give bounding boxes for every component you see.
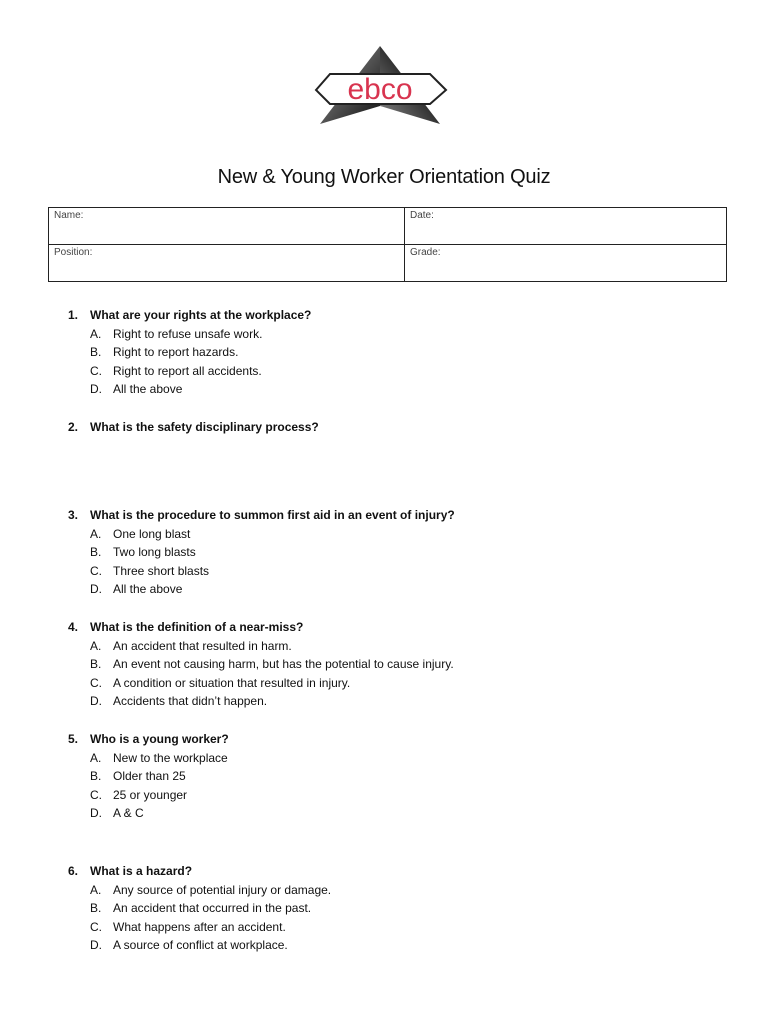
option-letter: C. bbox=[90, 675, 102, 690]
question-number: 5. bbox=[68, 732, 79, 746]
date-field[interactable]: Date: bbox=[405, 208, 727, 245]
question-4 bbox=[68, 620, 303, 634]
answer-option[interactable] bbox=[90, 901, 311, 915]
option-text: Older than 25 bbox=[113, 769, 186, 784]
option-letter: B. bbox=[90, 545, 102, 560]
answer-option[interactable] bbox=[90, 545, 196, 559]
worker-info-table bbox=[48, 207, 727, 282]
option-text: Right to report all accidents. bbox=[113, 363, 262, 378]
answer-option[interactable] bbox=[90, 694, 267, 708]
option-text: All the above bbox=[113, 582, 183, 597]
option-text: 25 or younger bbox=[113, 787, 188, 802]
question-text: Who is a young worker? bbox=[90, 732, 229, 746]
option-letter: B. bbox=[90, 901, 102, 916]
option-text: One long blast bbox=[113, 526, 191, 541]
grade-field[interactable]: Grade: bbox=[405, 245, 727, 282]
question-text: What is the procedure to summon first aid in an event of injury? bbox=[90, 508, 455, 522]
logo-text: ebco bbox=[347, 73, 413, 106]
option-text: Two long blasts bbox=[113, 545, 196, 560]
answer-option[interactable] bbox=[90, 364, 262, 378]
answer-option[interactable] bbox=[90, 883, 331, 897]
question-text: What is a hazard? bbox=[90, 864, 193, 878]
option-text: An accident that occurred in the past. bbox=[113, 901, 312, 916]
option-letter: D. bbox=[90, 694, 102, 709]
answer-option[interactable] bbox=[90, 676, 350, 690]
question-5 bbox=[68, 732, 229, 746]
option-text: What happens after an accident. bbox=[113, 919, 286, 934]
question-2 bbox=[68, 420, 319, 434]
option-letter: A. bbox=[90, 882, 102, 897]
option-letter: D. bbox=[90, 582, 102, 597]
option-text: Right to refuse unsafe work. bbox=[113, 326, 263, 341]
option-letter: D. bbox=[90, 938, 102, 953]
page-title: New & Young Worker Orientation Quiz bbox=[217, 166, 551, 188]
answer-option[interactable] bbox=[90, 920, 286, 934]
option-letter: A. bbox=[90, 526, 102, 541]
answer-option[interactable] bbox=[90, 751, 228, 765]
option-letter: A. bbox=[90, 750, 102, 765]
answer-option[interactable] bbox=[90, 639, 292, 653]
answer-option[interactable] bbox=[90, 345, 238, 359]
option-letter: A. bbox=[90, 326, 102, 341]
answer-option[interactable] bbox=[90, 582, 182, 596]
question-number: 2. bbox=[68, 420, 79, 434]
answer-option[interactable] bbox=[90, 769, 186, 783]
option-text: Three short blasts bbox=[113, 563, 210, 578]
logo-graphic bbox=[300, 42, 460, 132]
answer-option[interactable] bbox=[90, 527, 190, 541]
option-letter: B. bbox=[90, 769, 102, 784]
option-text: Right to report hazards. bbox=[113, 345, 239, 360]
answer-option[interactable] bbox=[90, 938, 288, 952]
option-text: A & C bbox=[113, 806, 144, 821]
option-letter: C. bbox=[90, 363, 102, 378]
question-number: 6. bbox=[68, 864, 79, 878]
option-letter: D. bbox=[90, 382, 102, 397]
option-text: Any source of potential injury or damage. bbox=[113, 882, 332, 897]
question-text: What is the safety disciplinary process? bbox=[90, 420, 319, 434]
question-6 bbox=[68, 864, 192, 878]
question-number: 1. bbox=[68, 308, 79, 322]
answer-option[interactable] bbox=[90, 806, 144, 820]
option-text: An accident that resulted in harm. bbox=[113, 638, 292, 653]
option-text: New to the workplace bbox=[113, 750, 228, 765]
answer-option[interactable] bbox=[90, 382, 182, 396]
question-number: 3. bbox=[68, 508, 79, 522]
option-letter: C. bbox=[90, 563, 102, 578]
option-letter: C. bbox=[90, 787, 102, 802]
option-letter: C. bbox=[90, 919, 102, 934]
ebco-logo bbox=[300, 42, 460, 132]
answer-option[interactable] bbox=[90, 327, 262, 341]
option-letter: A. bbox=[90, 638, 102, 653]
position-field[interactable]: Position: bbox=[49, 245, 405, 282]
option-text: A condition or situation that resulted in injury. bbox=[113, 675, 351, 690]
question-text: What is the definition of a near-miss? bbox=[90, 620, 304, 634]
answer-option[interactable] bbox=[90, 564, 209, 578]
name-field[interactable]: Name: bbox=[49, 208, 405, 245]
option-text: A source of conflict at workplace. bbox=[113, 938, 288, 953]
option-text: An event not causing harm, but has the potential to cause injury. bbox=[113, 657, 454, 672]
option-text: Accidents that didn’t happen. bbox=[113, 694, 268, 709]
question-text: What are your rights at the workplace? bbox=[90, 308, 312, 322]
option-text: All the above bbox=[113, 382, 183, 397]
option-letter: D. bbox=[90, 806, 102, 821]
option-letter: B. bbox=[90, 657, 102, 672]
question-3 bbox=[68, 508, 455, 522]
answer-option[interactable] bbox=[90, 788, 187, 802]
answer-option[interactable] bbox=[90, 657, 454, 671]
question-1 bbox=[68, 308, 311, 322]
question-number: 4. bbox=[68, 620, 79, 634]
option-letter: B. bbox=[90, 345, 102, 360]
